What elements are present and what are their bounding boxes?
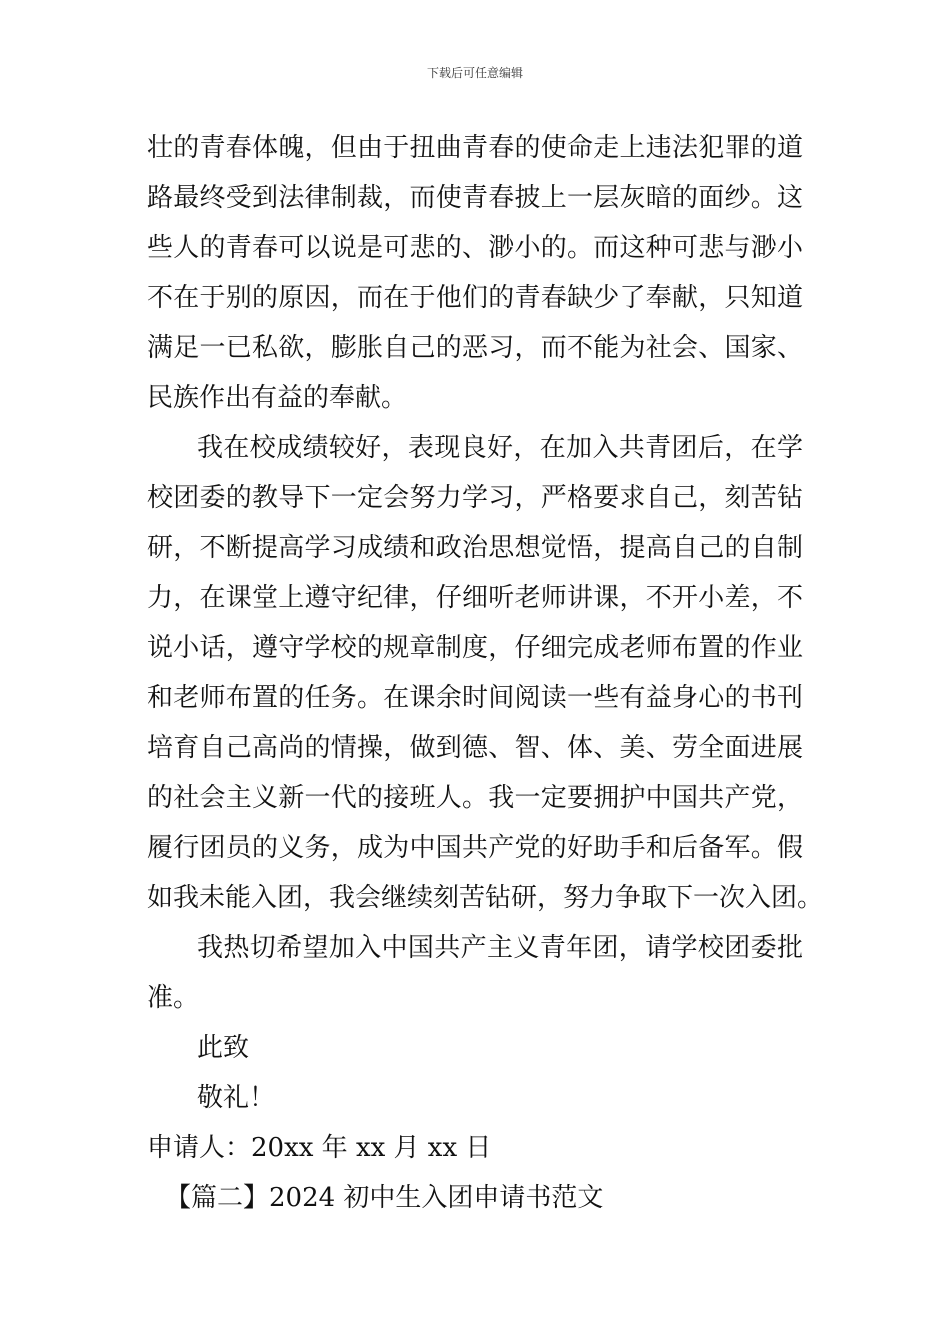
paragraph-line: 研，不断提高学习成绩和政治思想觉悟，提高自己的自制: [147, 533, 803, 563]
paragraph-line: 准。: [147, 983, 200, 1013]
paragraph-line: 的社会主义新一代的接班人。我一定要拥护中国共产党，: [147, 783, 803, 813]
paragraph-line: 说小话，遵守学校的规章制度，仔细完成老师布置的作业: [147, 633, 803, 663]
paragraph-line: 如我未能入团，我会继续刻苦钻研，努力争取下一次入团。: [147, 883, 824, 913]
closing-respect: 敬礼！: [197, 1083, 276, 1113]
signature-line: 申请人：20xx 年 xx 月 xx 日: [147, 1133, 492, 1163]
paragraph-line: 路最终受到法律制裁，而使青春披上一层灰暗的面纱。这: [147, 183, 803, 213]
closing-salutation: 此致: [197, 1033, 250, 1063]
paragraph-line: 校团委的教导下一定会努力学习，严格要求自己，刻苦钻: [147, 483, 803, 513]
paragraph-line: 我在校成绩较好，表现良好，在加入共青团后，在学: [197, 433, 803, 463]
paragraph-line: 力，在课堂上遵守纪律，仔细听老师讲课，不开小差，不: [147, 583, 803, 613]
paragraph-line: 满足一已私欲，膨胀自己的恶习，而不能为社会、国家、: [147, 333, 803, 363]
paragraph-line: 壮的青春体魄，但由于扭曲青春的使命走上违法犯罪的道: [147, 133, 803, 163]
paragraph-line: 培育自己高尚的情操，做到德、智、体、美、劳全面进展: [147, 733, 803, 763]
download-note: 下载后可任意编辑: [426, 66, 523, 80]
section-title: 【篇二】2024 初中生入团申请书范文: [165, 1183, 604, 1213]
paragraph-line: 我热切希望加入中国共产主义青年团，请学校团委批: [197, 933, 803, 963]
paragraph-line: 履行团员的义务，成为中国共产党的好助手和后备军。假: [147, 833, 803, 863]
paragraph-line: 民族作出有益的奉献。: [147, 383, 408, 413]
paragraph-line: 些人的青春可以说是可悲的、渺小的。而这种可悲与渺小: [147, 233, 803, 263]
paragraph-line: 不在于别的原因，而在于他们的青春缺少了奉献，只知道: [147, 283, 803, 313]
paragraph-line: 和老师布置的任务。在课余时间阅读一些有益身心的书刊: [147, 683, 803, 713]
